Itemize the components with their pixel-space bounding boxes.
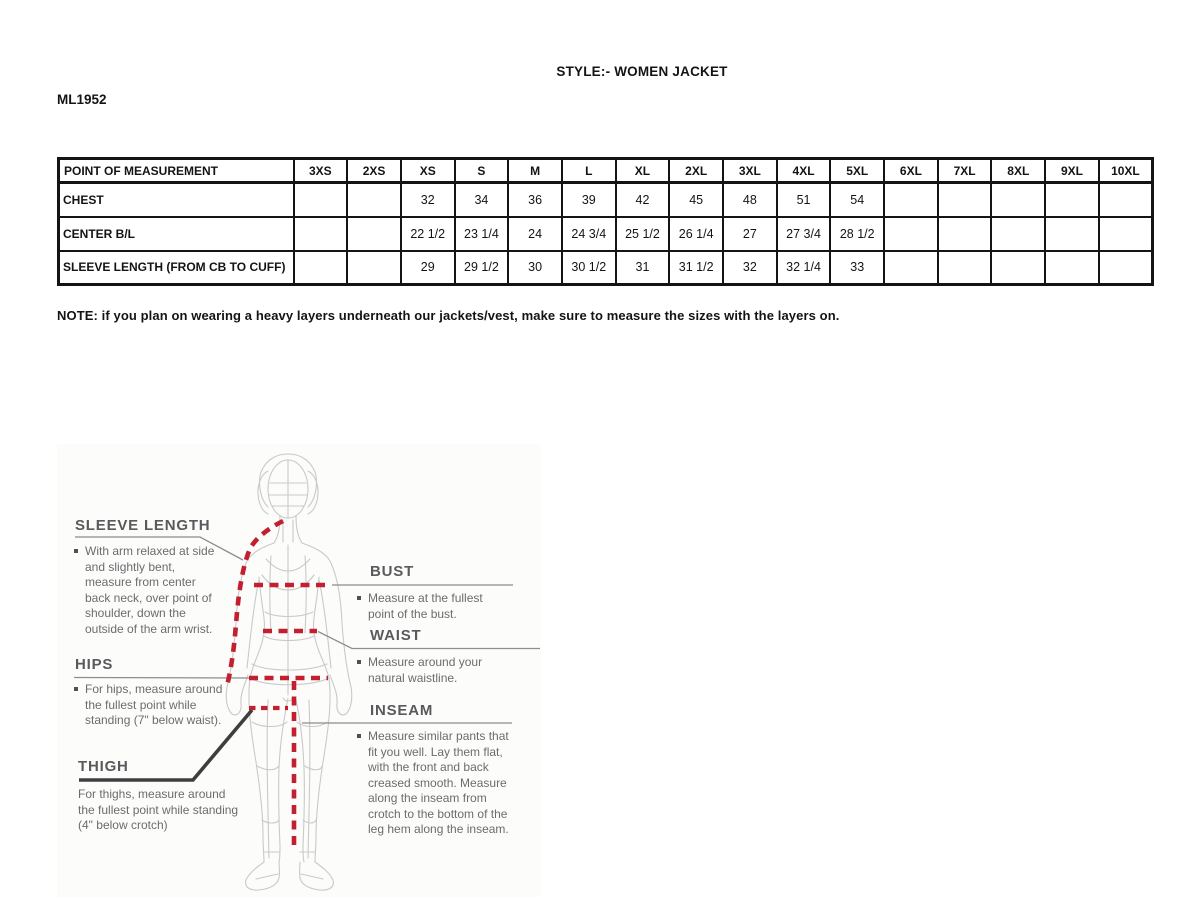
guide-desc-sleeve-length	[74, 544, 216, 637]
size-value-cell: 30 1/2	[562, 251, 616, 285]
measurement-diagram	[57, 444, 541, 897]
size-value-cell	[1099, 251, 1153, 285]
size-value-cell: 28 1/2	[830, 217, 884, 251]
style-number: ML1952	[57, 92, 107, 107]
size-value-cell: 24	[508, 217, 562, 251]
size-value-cell: 31 1/2	[669, 251, 723, 285]
guide-description: Measure at the fullest point of the bust.	[368, 591, 483, 621]
size-column-header: 2XL	[669, 159, 723, 183]
size-value-cell	[347, 251, 401, 285]
guide-desc-inseam	[357, 729, 515, 838]
size-value-cell: 31	[616, 251, 670, 285]
size-column-header: 8XL	[991, 159, 1045, 183]
size-value-cell	[884, 251, 938, 285]
size-value-cell	[294, 183, 348, 217]
size-column-header: XL	[616, 159, 670, 183]
size-value-cell: 25 1/2	[616, 217, 670, 251]
measurement-row-label: SLEEVE LENGTH (FROM CB TO CUFF)	[59, 251, 294, 285]
size-value-cell	[884, 217, 938, 251]
size-value-cell: 54	[830, 183, 884, 217]
size-value-cell: 32	[723, 251, 777, 285]
guide-description: For thighs, measure around the fullest point while standing (4" below crotch)	[78, 787, 239, 832]
guide-description: For hips, measure around the fullest point while standing (7" below waist).	[85, 682, 223, 727]
size-value-cell: 42	[616, 183, 670, 217]
size-column-header: 7XL	[938, 159, 992, 183]
size-value-cell: 30	[508, 251, 562, 285]
size-value-cell: 26 1/4	[669, 217, 723, 251]
size-value-cell	[938, 217, 992, 251]
size-value-cell: 33	[830, 251, 884, 285]
point-of-measurement-header: POINT OF MEASUREMENT	[59, 159, 294, 183]
measurement-row-label: CHEST	[59, 183, 294, 217]
size-value-cell: 51	[777, 183, 831, 217]
guide-title-hips: HIPS	[75, 656, 114, 673]
bullet-icon	[74, 687, 78, 691]
size-column-header: L	[562, 159, 616, 183]
size-column-header: 5XL	[830, 159, 884, 183]
measurement-row	[59, 183, 1153, 217]
guide-title-waist: WAIST	[370, 627, 422, 644]
size-value-cell	[294, 251, 348, 285]
size-value-cell	[1045, 251, 1099, 285]
size-value-cell: 48	[723, 183, 777, 217]
guide-title-thigh: THIGH	[78, 758, 129, 775]
size-value-cell: 45	[669, 183, 723, 217]
size-column-header: 3XS	[294, 159, 348, 183]
bullet-icon	[74, 549, 78, 553]
size-column-header: 3XL	[723, 159, 777, 183]
size-value-cell	[294, 217, 348, 251]
document-title: STYLE:- WOMEN JACKET	[556, 64, 728, 79]
size-value-cell: 39	[562, 183, 616, 217]
guide-desc-bust	[357, 591, 505, 622]
size-value-cell: 32 1/4	[777, 251, 831, 285]
size-value-cell	[884, 183, 938, 217]
size-value-cell: 32	[401, 183, 455, 217]
guide-desc-thigh	[78, 787, 240, 834]
size-value-cell	[1045, 183, 1099, 217]
size-value-cell: 23 1/4	[455, 217, 509, 251]
size-value-cell	[1099, 183, 1153, 217]
size-value-cell: 22 1/2	[401, 217, 455, 251]
size-column-header: 6XL	[884, 159, 938, 183]
size-value-cell	[991, 251, 1045, 285]
size-value-cell: 27	[723, 217, 777, 251]
size-value-cell: 24 3/4	[562, 217, 616, 251]
guide-description: Measure similar pants that fit you well. Lay them flat, with the front and back creased smooth. Measure along the inseam from crotch to the bottom of the leg hem along the inseam.	[368, 729, 509, 836]
guide-title-bust: BUST	[370, 563, 415, 580]
bullet-icon	[357, 734, 361, 738]
figure-wireframe	[226, 454, 352, 890]
size-value-cell: 29	[401, 251, 455, 285]
size-value-cell	[938, 251, 992, 285]
size-value-cell	[1045, 217, 1099, 251]
size-value-cell: 27 3/4	[777, 217, 831, 251]
size-column-header: 9XL	[1045, 159, 1099, 183]
note-text: NOTE: if you plan on wearing a heavy layers underneath our jackets/vest, make sure to measure the sizes with the layers on.	[57, 308, 840, 323]
size-column-header: 4XL	[777, 159, 831, 183]
size-value-cell: 36	[508, 183, 562, 217]
guide-title-sleeve-length: SLEEVE LENGTH	[75, 517, 211, 534]
size-value-cell	[938, 183, 992, 217]
size-value-cell	[347, 183, 401, 217]
measurement-row	[59, 251, 1153, 285]
measurement-row-label: CENTER B/L	[59, 217, 294, 251]
guide-desc-hips	[74, 682, 229, 729]
size-value-cell: 34	[455, 183, 509, 217]
size-column-header: M	[508, 159, 562, 183]
size-column-header: XS	[401, 159, 455, 183]
size-value-cell	[1099, 217, 1153, 251]
size-column-header: 2XS	[347, 159, 401, 183]
size-column-header: 10XL	[1099, 159, 1153, 183]
size-column-header: S	[455, 159, 509, 183]
guide-description: With arm relaxed at side and slightly bent, measure from center back neck, over point of shoulder, down the outside of the arm wrist.	[85, 544, 215, 636]
size-value-cell	[991, 183, 1045, 217]
size-value-cell	[991, 217, 1045, 251]
guide-title-inseam: INSEAM	[370, 702, 434, 719]
guide-desc-waist	[357, 655, 505, 686]
guide-description: Measure around your natural waistline.	[368, 655, 483, 685]
size-value-cell	[347, 217, 401, 251]
bullet-icon	[357, 660, 361, 664]
size-table	[57, 157, 1154, 286]
size-value-cell: 29 1/2	[455, 251, 509, 285]
size-table-header-row	[59, 159, 1153, 183]
bullet-icon	[357, 596, 361, 600]
measurement-row	[59, 217, 1153, 251]
